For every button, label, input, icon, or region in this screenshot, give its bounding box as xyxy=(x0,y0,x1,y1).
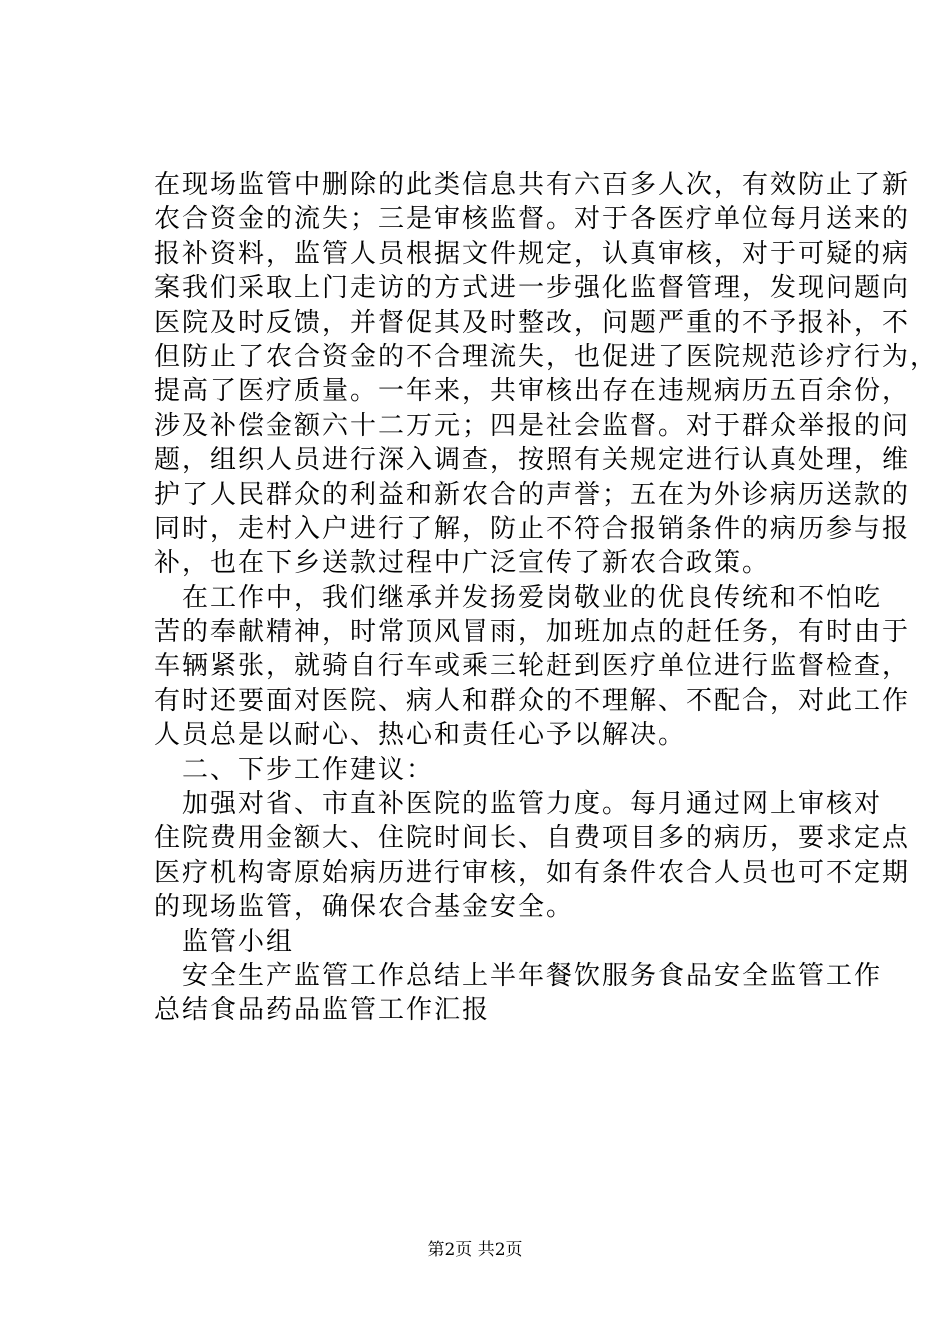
text-line: 但防止了农合资金的不合理流失，也促进了医院规范诊疗行为， xyxy=(154,341,939,372)
text-line: 医疗机构寄原始病历进行审核，如有条件农合人员也可不定期 xyxy=(154,857,911,888)
text-line: 苦的奉献精神，时常顶风冒雨，加班加点的赶任务，有时由于 xyxy=(154,617,911,648)
text-line: 题，组织人员进行深入调查，按照有关规定进行认真处理，维 xyxy=(154,445,911,476)
section-heading xyxy=(154,753,860,787)
text-line: 车辆紧张，就骑自行车或乘三轮赶到医疗单位进行监督检查， xyxy=(154,651,911,682)
text-line: 涉及补偿金额六十二万元；四是社会监督。对于群众举报的问 xyxy=(154,410,911,441)
text-line: 提高了医疗质量。一年来，共审核出存在违规病历五百余份， xyxy=(154,376,911,407)
paragraph-1 xyxy=(154,168,939,581)
paragraph-2 xyxy=(154,581,911,753)
text-line: 的现场监管，确保农合基金安全。 xyxy=(154,892,575,923)
text-line: 安全生产监管工作总结上半年餐饮服务食品安全监管工作 xyxy=(182,960,883,991)
text-line: 住院费用金额大、住院时间长、自费项目多的病历，要求定点 xyxy=(154,823,911,854)
text-line: 案我们采取上门走访的方式进一步强化监督管理，发现问题向 xyxy=(154,273,911,304)
text-line: 有时还要面对医院、病人和群众的不理解、不配合，对此工作 xyxy=(154,685,911,716)
text-line: 医院及时反馈，并督促其及时整改，问题严重的不予报补，不 xyxy=(154,307,911,338)
related-titles xyxy=(154,959,883,1028)
text-line: 同时，走村入户进行了解，防止不符合报销条件的病历参与报 xyxy=(154,513,911,544)
text-line: 报补资料，监管人员根据文件规定，认真审核，对于可疑的病 xyxy=(154,238,911,269)
text-line: 农合资金的流失；三是审核监督。对于各医疗单位每月送来的 xyxy=(154,204,911,235)
text-line: 在现场监管中删除的此类信息共有六百多人次，有效防止了新 xyxy=(154,170,911,200)
page-number-label: 第2页 共2页 xyxy=(427,1240,523,1260)
text-line: 总结食品药品监管工作汇报 xyxy=(154,995,491,1026)
paragraph-3 xyxy=(154,787,911,925)
text-line: 人员总是以耐心、热心和责任心予以解决。 xyxy=(154,720,687,751)
text-line: 在工作中，我们继承并发扬爱岗敬业的优良传统和不怕吃 xyxy=(182,582,883,613)
signature-line: 监管小组 xyxy=(182,926,295,957)
heading-line: 二、下步工作建议： xyxy=(182,754,435,785)
page-footer xyxy=(0,1239,950,1261)
document-body xyxy=(154,168,939,1028)
text-line: 护了人民群众的利益和新农合的声誉；五在为外诊病历送款的 xyxy=(154,479,911,510)
signature xyxy=(154,925,860,959)
text-line: 补，也在下乡送款过程中广泛宣传了新农合政策。 xyxy=(154,548,771,579)
text-line: 加强对省、市直补医院的监管力度。每月通过网上审核对 xyxy=(182,789,883,820)
